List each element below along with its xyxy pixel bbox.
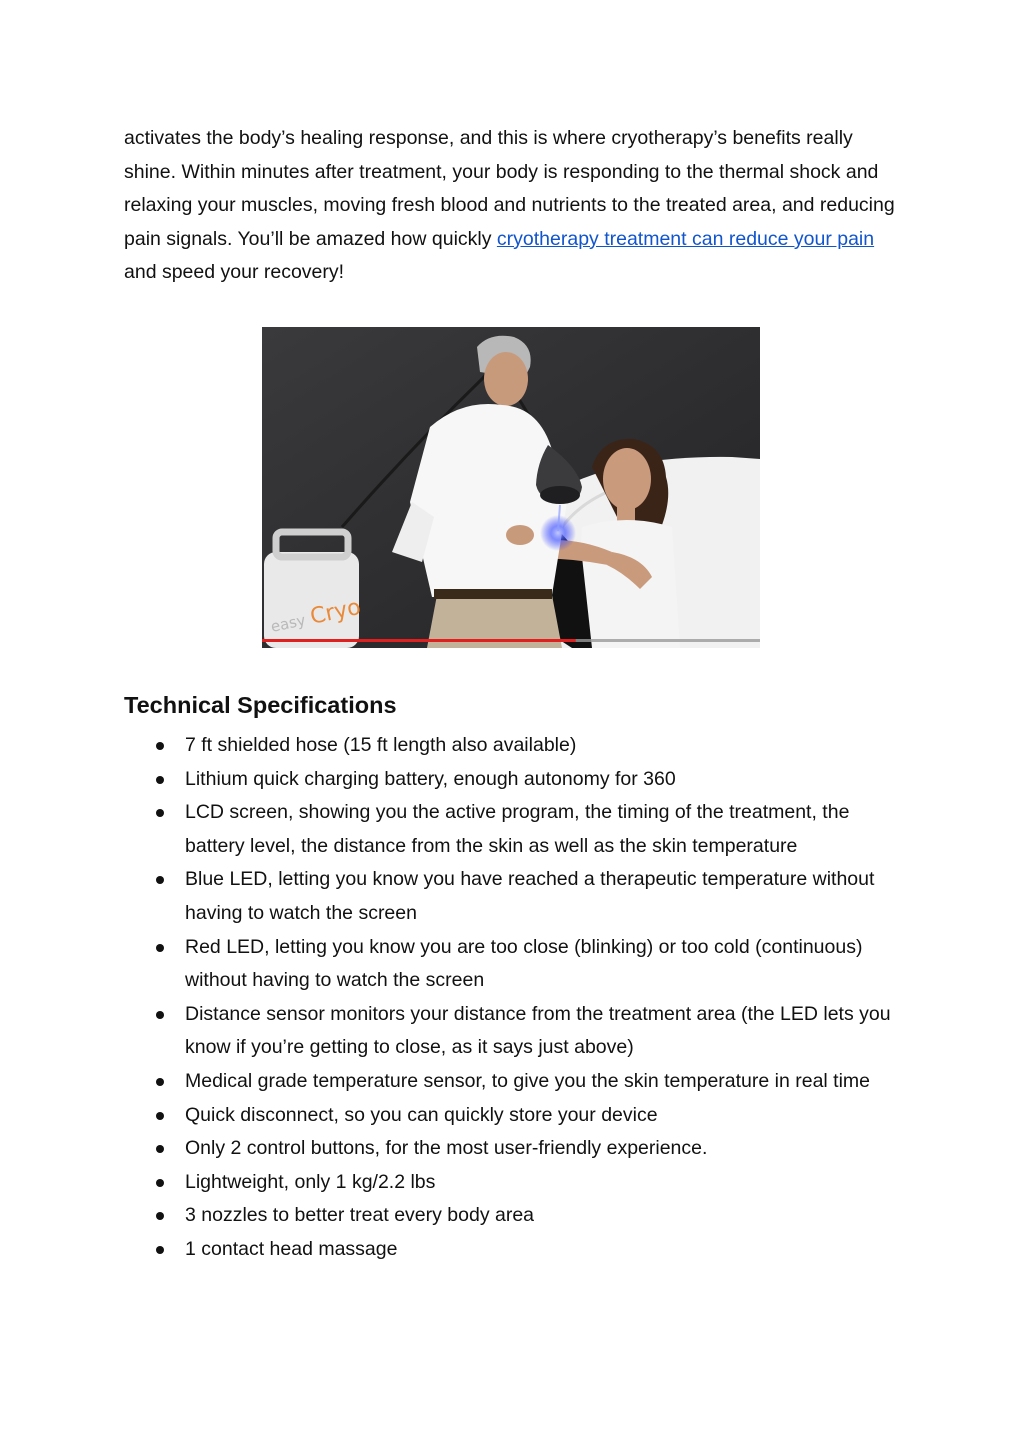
list-item: Red LED, letting you know you are too close (blinking) or too cold (continuous) without having to watch the screen: [124, 931, 904, 998]
intro-text-before: activates the body’s healing response, and this is where cryotherapy’s benefits really shine. Within minutes after treatment, your body is responding to the thermal shock and relaxing your muscles, moving fresh blood and nutrients to the treated area, and reducing pain signals. You’ll be amazed how quickly: [124, 127, 895, 250]
specs-list: [124, 729, 904, 1267]
intro-paragraph: [124, 122, 904, 290]
treatment-photo-illustration: [262, 327, 760, 648]
treatment-photo: [262, 327, 760, 648]
cryotherapy-pain-link[interactable]: cryotherapy treatment can reduce your pain: [496, 227, 875, 250]
list-item: Medical grade temperature sensor, to give you the skin temperature in real time: [124, 1065, 904, 1099]
list-item: Blue LED, letting you know you have reached a therapeutic temperature without having to watch the screen: [124, 863, 904, 930]
video-progress-bar[interactable]: [262, 639, 576, 642]
cryo-logo-text: Cryo: [308, 594, 364, 630]
intro-text-after: and speed your recovery!: [124, 261, 345, 284]
list-item: 1 contact head massage: [124, 1233, 904, 1267]
list-item: Distance sensor monitors your distance from the treatment area (the LED lets you know if you’re getting to close, as it says just above): [124, 998, 904, 1065]
list-item: 3 nozzles to better treat every body area: [124, 1199, 904, 1233]
easy-logo-text: easy: [269, 611, 308, 636]
list-item: Lithium quick charging battery, enough autonomy for 360: [124, 763, 904, 797]
list-item: Only 2 control buttons, for the most user-friendly experience.: [124, 1132, 904, 1166]
list-item: Quick disconnect, so you can quickly store your device: [124, 1099, 904, 1133]
list-item: Lightweight, only 1 kg/2.2 lbs: [124, 1166, 904, 1200]
specs-heading: Technical Specifications: [124, 692, 397, 718]
intro-block: [124, 122, 904, 290]
list-item: LCD screen, showing you the active program, the timing of the treatment, the battery level, the distance from the skin as well as the skin temperature: [124, 796, 904, 863]
list-item: 7 ft shielded hose (15 ft length also available): [124, 729, 904, 763]
